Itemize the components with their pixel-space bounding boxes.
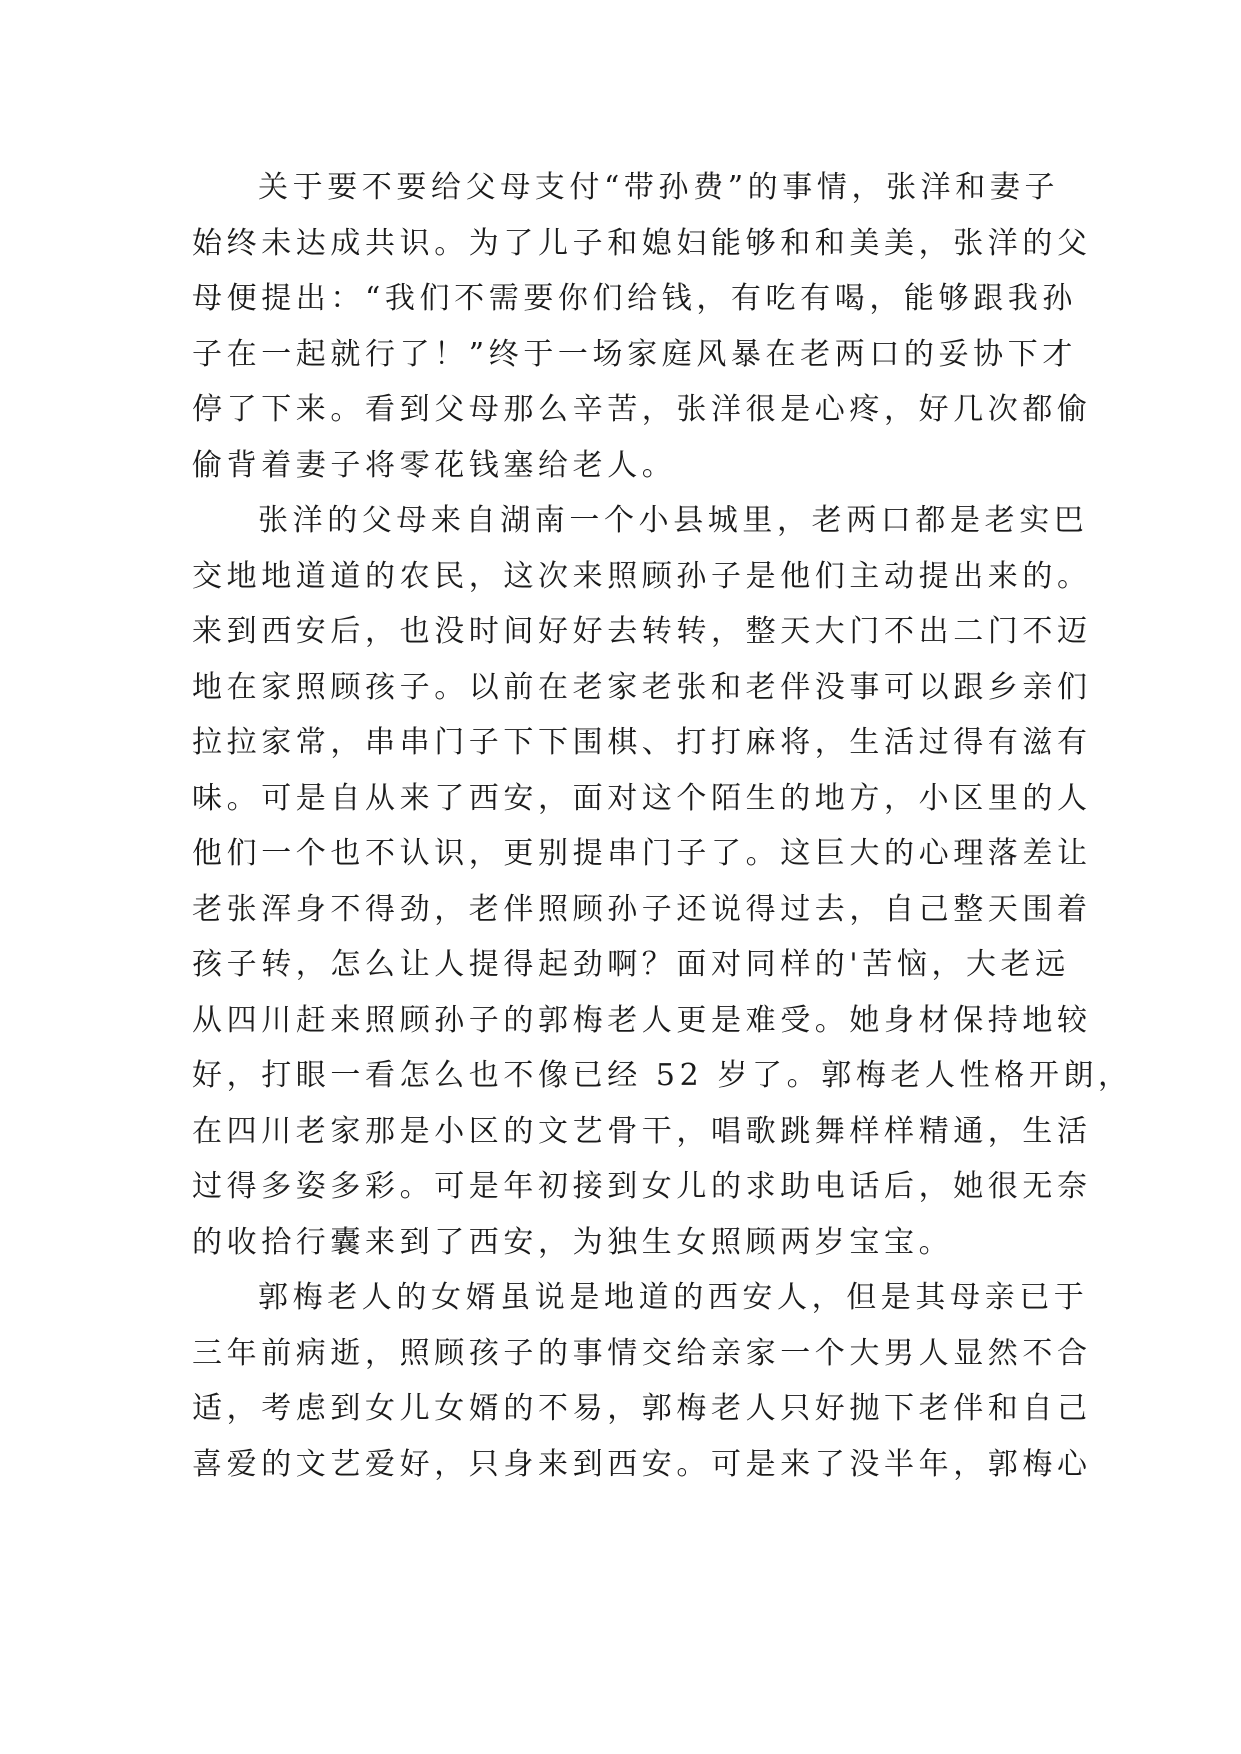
text-line: 适，考虑到女儿女婿的不易，郭梅老人只好抛下老伴和自己 <box>192 1391 1092 1426</box>
paragraph-3 <box>192 1270 1092 1492</box>
text-line: 关于要不要给父母支付“带孙费”的事情，张洋和妻子 <box>258 170 1060 205</box>
text-line: 从四川赶来照顾孙子的郭梅老人更是难受。她身材保持地较 <box>192 1002 1092 1038</box>
document-body <box>192 160 1133 1492</box>
text-line: 交地地道道的农民，这次来照顾孙子是他们主动提出来的。 <box>192 558 1092 594</box>
text-line: 他们一个也不认识，更别提串门子了。这巨大的心理落差让 <box>192 836 1092 871</box>
text-line: 拉拉家常，串串门子下下围棋、打打麻将，生活过得有滋有 <box>192 725 1092 760</box>
text-line: 的收拾行囊来到了西安，为独生女照顾两岁宝宝。 <box>192 1224 954 1260</box>
text-line: 喜爱的文艺爱好，只身来到西安。可是来了没半年，郭梅心 <box>192 1446 1092 1482</box>
text-line: 地在家照顾孩子。以前在老家老张和老伴没事可以跟乡亲们 <box>192 669 1092 705</box>
text-line: 好，打眼一看怎么也不像已经 52 岁了。郭梅老人性格开朗， <box>192 1058 1133 1093</box>
text-line: 母便提出：“我们不需要你们给钱，有吃有喝，能够跟我孙 <box>192 281 1077 316</box>
paragraph-2 <box>192 493 1133 1270</box>
text-line: 郭梅老人的女婿虽说是地道的西安人，但是其母亲已于 <box>258 1280 1089 1315</box>
text-line: 偷背着妻子将零花钱塞给老人。 <box>192 447 677 483</box>
paragraph-1 <box>192 160 1092 493</box>
text-line: 停了下来。看到父母那么辛苦，张洋很是心疼，好几次都偷 <box>192 392 1092 427</box>
text-line: 始终未达成共识。为了儿子和媳妇能够和和美美，张洋的父 <box>192 225 1092 261</box>
text-line: 老张浑身不得劲，老伴照顾孙子还说得过去，自己整天围着 <box>192 891 1092 927</box>
text-line: 三年前病逝，照顾孩子的事情交给亲家一个大男人显然不合 <box>192 1335 1092 1371</box>
text-line: 孩子转，怎么让人提得起劲啊？面对同样的'苦恼，大老远 <box>192 947 1070 982</box>
text-line: 在四川老家那是小区的文艺骨干，唱歌跳舞样样精通，生活 <box>192 1113 1092 1149</box>
text-line: 味。可是自从来了西安，面对这个陌生的地方，小区里的人 <box>192 780 1092 816</box>
text-line: 来到西安后，也没时间好好去转转，整天大门不出二门不迈 <box>192 614 1092 649</box>
text-line: 过得多姿多彩。可是年初接到女儿的求助电话后，她很无奈 <box>192 1169 1092 1204</box>
text-line: 张洋的父母来自湖南一个小县城里，老两口都是老实巴 <box>258 503 1089 538</box>
text-line: 子在一起就行了！”终于一场家庭风暴在老两口的妥协下才 <box>192 336 1077 372</box>
